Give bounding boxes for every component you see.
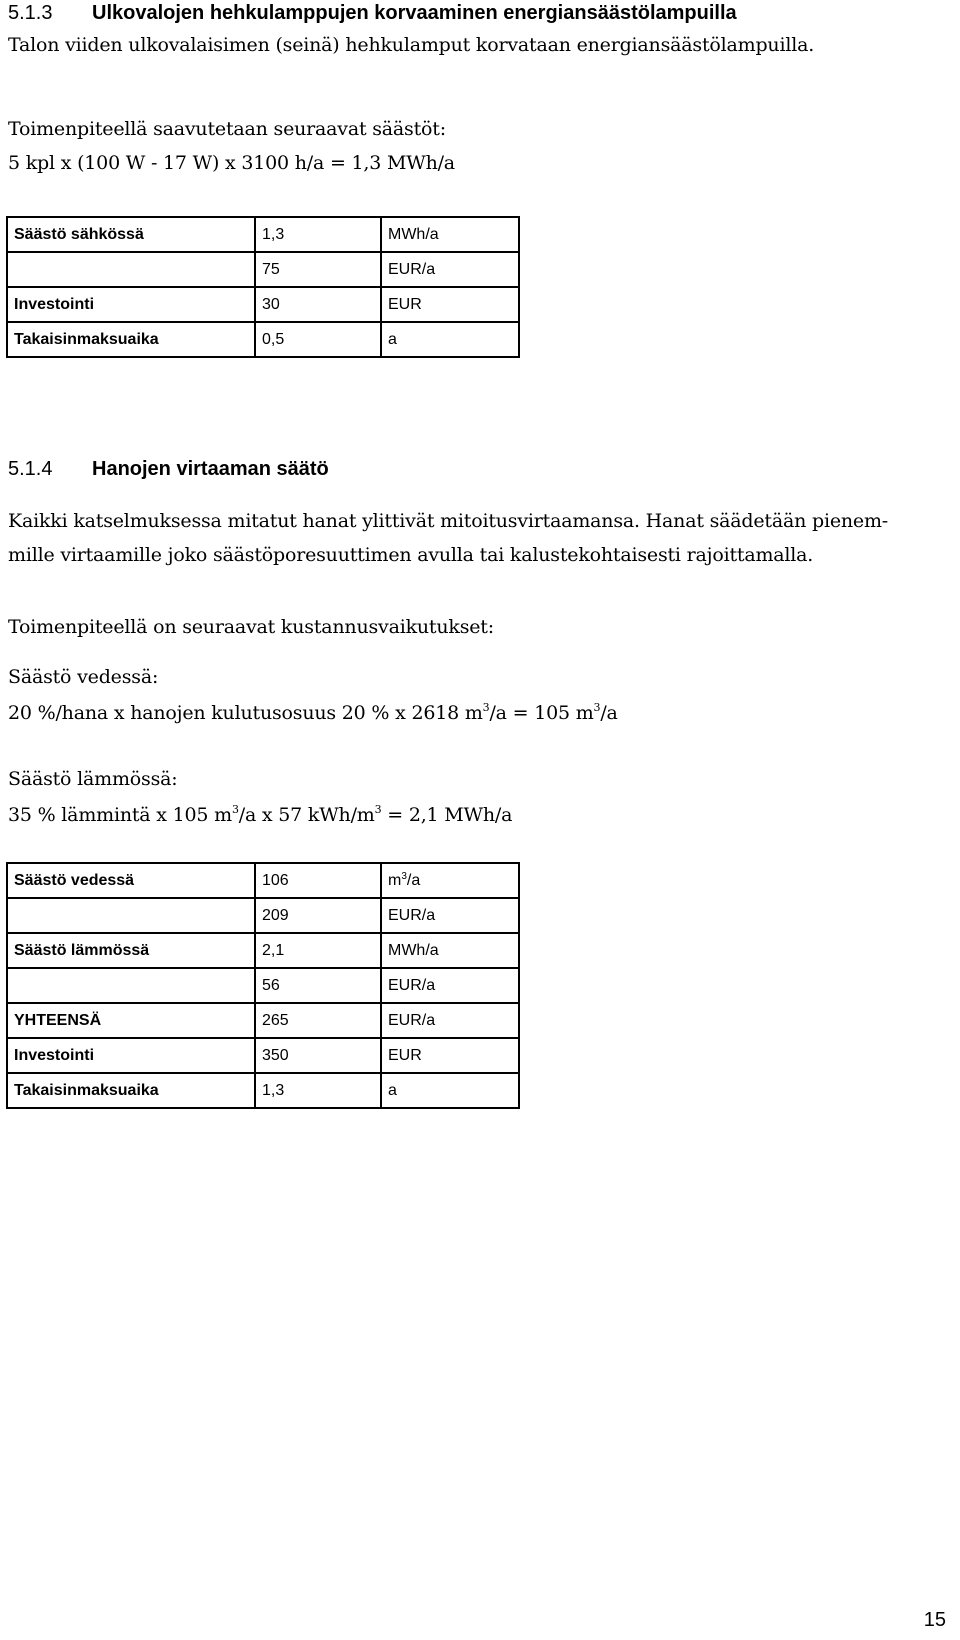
row-label: Investointi: [7, 287, 255, 322]
row-label: [7, 252, 255, 287]
table-row: [7, 863, 519, 898]
row-value: 265: [255, 1003, 381, 1038]
row-label: [7, 968, 255, 1003]
row-unit: EUR/a: [381, 898, 519, 933]
table-row: [7, 252, 519, 287]
row-value: 1,3: [255, 217, 381, 252]
savings-table-1: [6, 216, 520, 358]
section-heading-5-1-4: [8, 458, 329, 481]
table-row: [7, 217, 519, 252]
heat-savings-formula: 35 % lämmintä x 105 $m^3/a$ x 57 kWh/$m^3 = 2,1$ MWh/a: [8, 803, 513, 826]
row-value: 209: [255, 898, 381, 933]
table-row: [7, 933, 519, 968]
row-label: Säästö lämmössä: [7, 933, 255, 968]
description-line-1: Kaikki katselmuksessa mitatut hanat ylittivät mitoitusvirtaamansa. Hanat säädetään pienem-: [8, 510, 889, 532]
row-unit: $m^3/a$: [381, 863, 519, 898]
savings-intro: Toimenpiteellä saavutetaan seuraavat säästöt:: [8, 118, 446, 140]
row-value: 1,3: [255, 1073, 381, 1108]
cost-intro: Toimenpiteellä on seuraavat kustannusvaikutukset:: [8, 616, 494, 638]
row-value: 350: [255, 1038, 381, 1073]
row-unit: MWh/a: [381, 933, 519, 968]
table-row: [7, 1073, 519, 1108]
page-number: 15: [923, 1609, 946, 1631]
row-label: Säästö sähkössä: [7, 217, 255, 252]
row-unit: a: [381, 1073, 519, 1108]
row-label: [7, 898, 255, 933]
savings-table-2: [6, 862, 520, 1109]
table-row: [7, 287, 519, 322]
savings-formula: 5 kpl x (100 W - 17 W) x 3100 h/a = 1,3 MWh/a: [8, 152, 455, 174]
heat-savings-label: Säästö lämmössä:: [8, 768, 178, 790]
table-row: [7, 898, 519, 933]
row-value: 75: [255, 252, 381, 287]
table-row: [7, 968, 519, 1003]
water-savings-label: Säästö vedessä:: [8, 666, 159, 688]
table-row: [7, 1038, 519, 1073]
row-label: Takaisinmaksuaika: [7, 1073, 255, 1108]
row-unit: a: [381, 322, 519, 357]
row-unit: EUR: [381, 1038, 519, 1073]
section-title: Ulkovalojen hehkulamppujen korvaaminen energiansäästölampuilla: [92, 2, 737, 24]
row-label: Säästö vedessä: [7, 863, 255, 898]
intro-paragraph: Talon viiden ulkovalaisimen (seinä) hehkulamput korvataan energiansäästölampuilla.: [8, 34, 815, 56]
row-unit: EUR/a: [381, 1003, 519, 1038]
section-heading-5-1-3: [8, 2, 737, 25]
description-line-2: mille virtaamille joko säästöporesuuttimen avulla tai kalustekohtaisesti rajoittamalla.: [8, 544, 814, 566]
row-value: 56: [255, 968, 381, 1003]
row-label: YHTEENSÄ: [7, 1003, 255, 1038]
row-label: Takaisinmaksuaika: [7, 322, 255, 357]
row-unit: EUR: [381, 287, 519, 322]
section-number: 5.1.4: [8, 458, 53, 480]
row-unit: EUR/a: [381, 252, 519, 287]
row-unit: EUR/a: [381, 968, 519, 1003]
row-value: 106: [255, 863, 381, 898]
row-value: 30: [255, 287, 381, 322]
table-row: [7, 322, 519, 357]
row-label: Investointi: [7, 1038, 255, 1073]
row-unit: MWh/a: [381, 217, 519, 252]
water-savings-formula: 20 %/hana x hanojen kulutusosuus 20 % x 2618 $m^3/a = 105$ $m^3/a$: [8, 701, 618, 724]
section-number: 5.1.3: [8, 2, 53, 24]
row-value: 2,1: [255, 933, 381, 968]
row-value: 0,5: [255, 322, 381, 357]
section-title: Hanojen virtaaman säätö: [92, 458, 329, 480]
table-row: [7, 1003, 519, 1038]
